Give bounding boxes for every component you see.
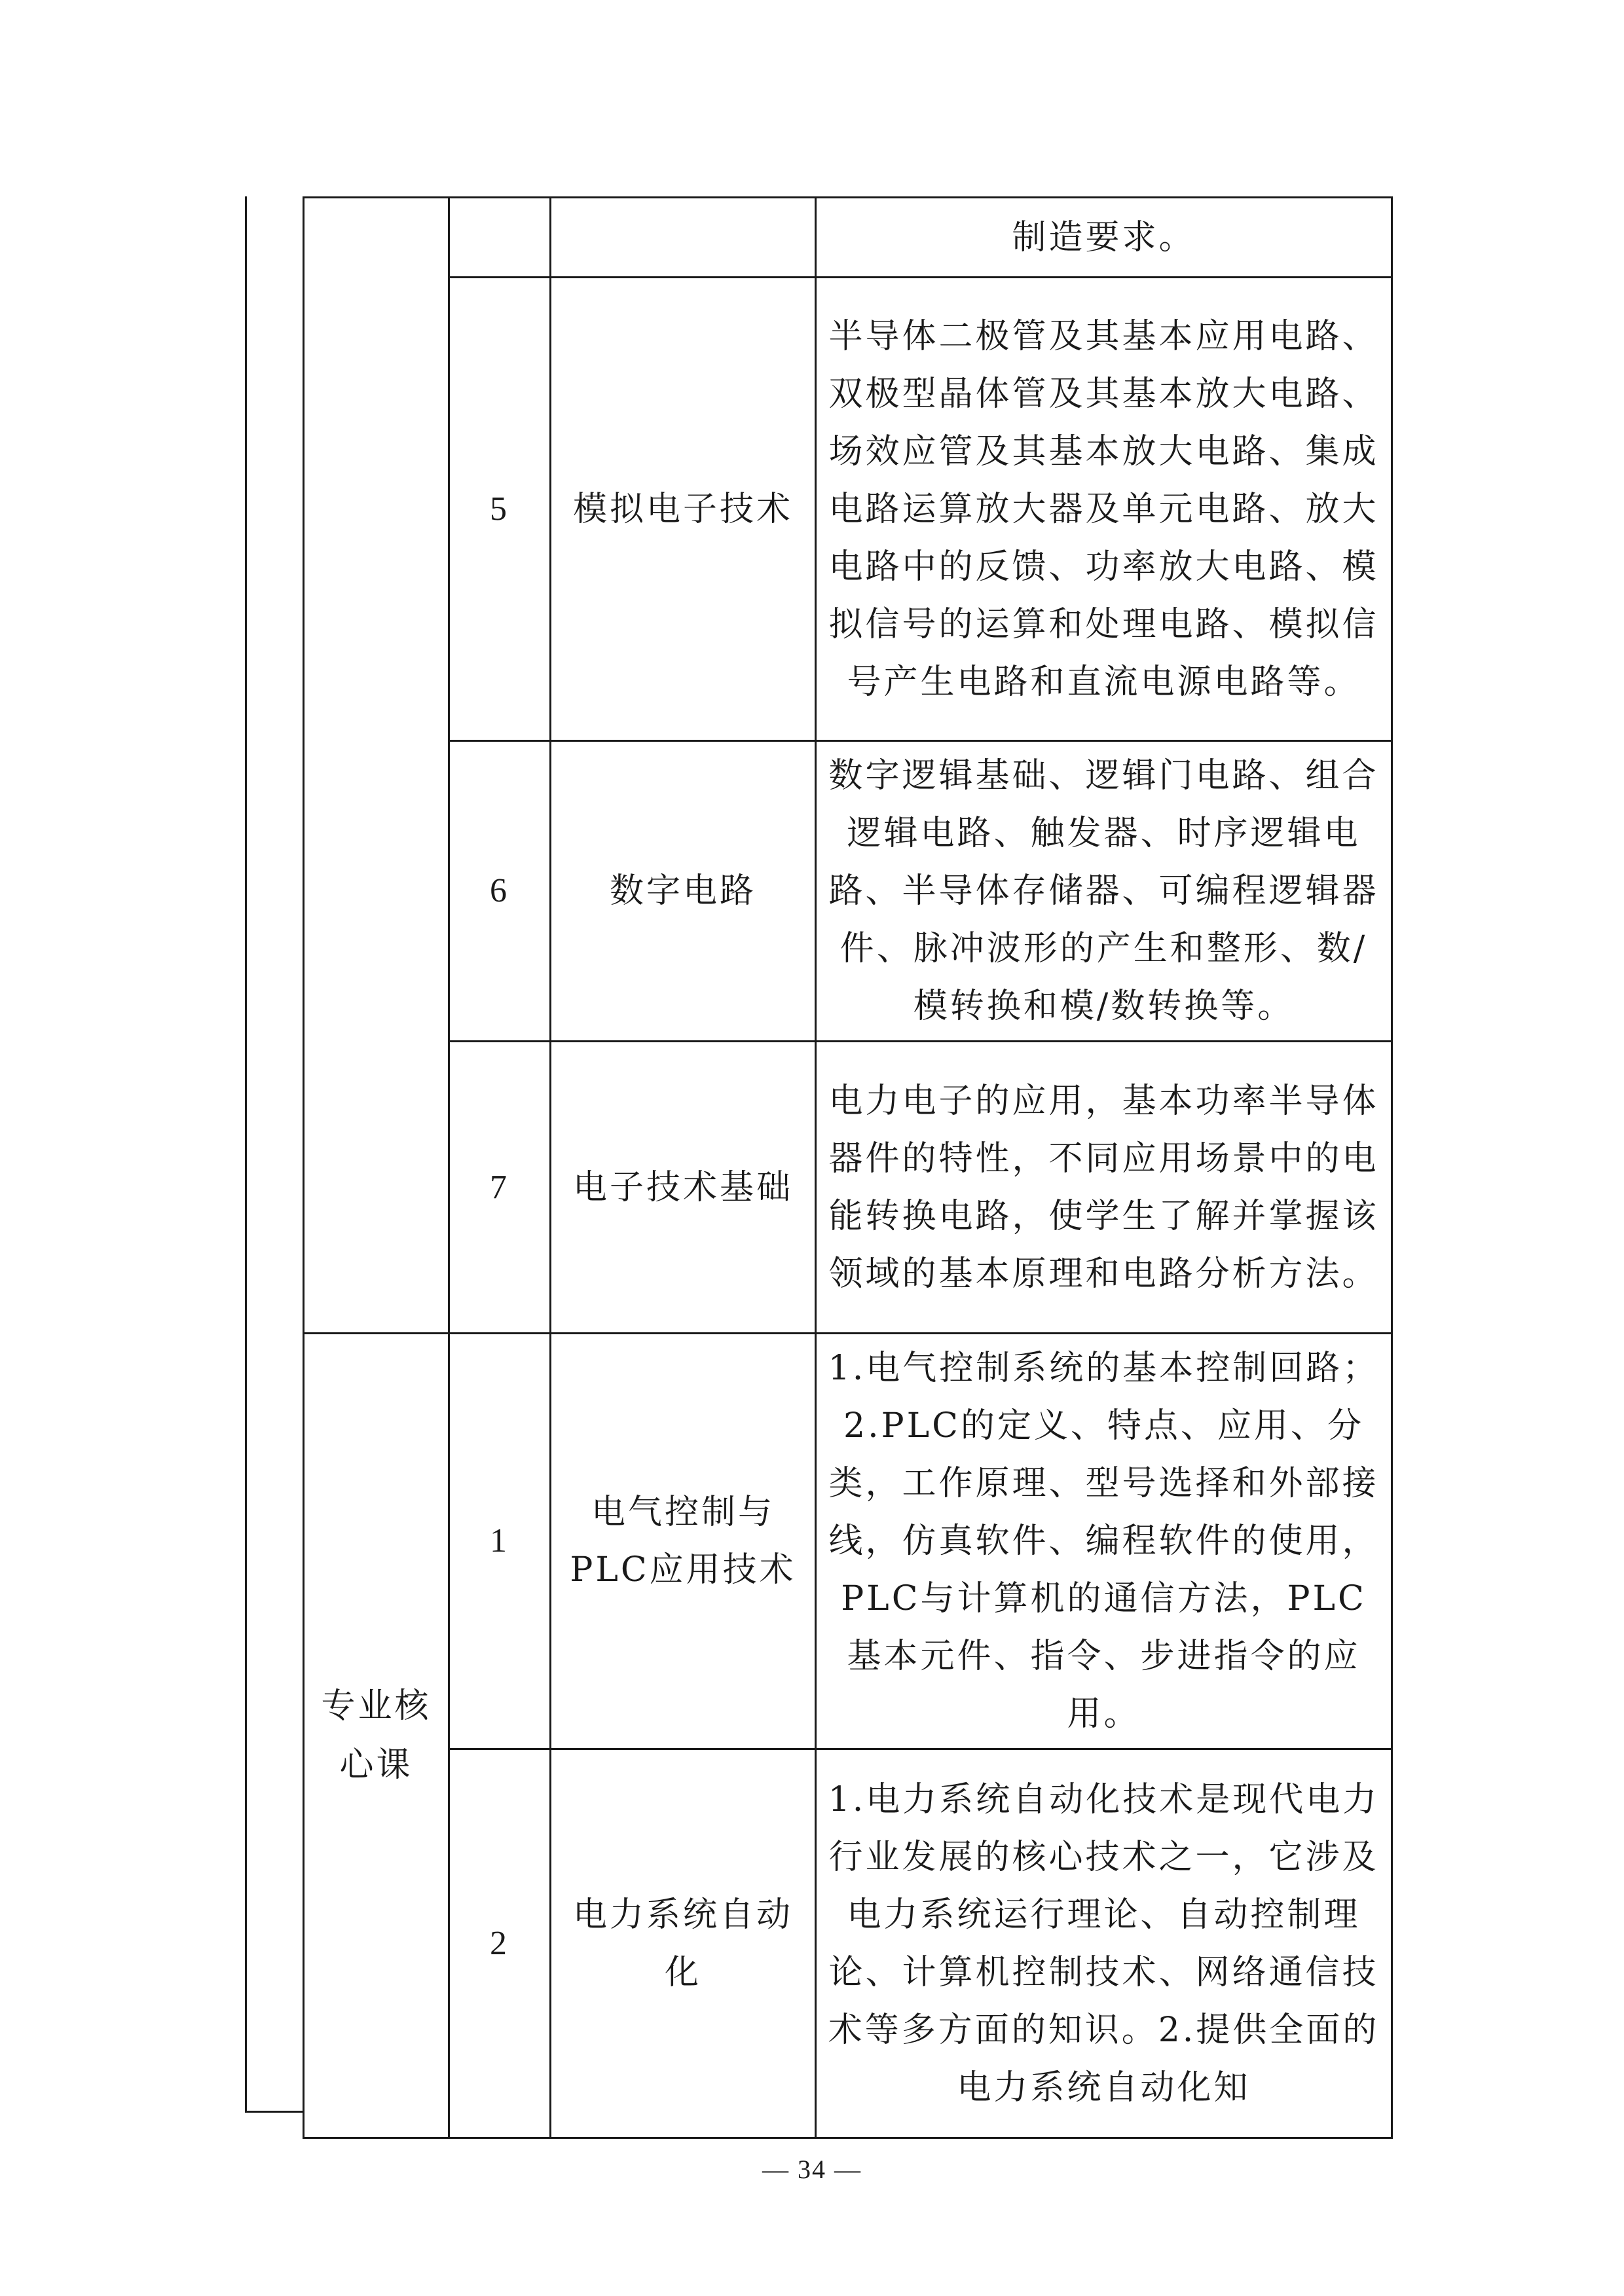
category-cell-core [304,1334,449,2138]
course-number [449,198,551,278]
table-row [304,1334,1392,1749]
table-row [304,741,1392,1042]
course-name [551,198,816,278]
outer-frame-bottom [245,2111,304,2113]
course-name: 电气控制与PLC应用技术 [551,1334,816,1749]
course-name: 模拟电子技术 [551,278,816,741]
category-cell-previous [304,198,449,1334]
course-number: 7 [449,1042,551,1334]
course-content: 1.电气控制系统的基本控制回路；2.PLC的定义、特点、应用、分类，工作原理、型号选择和外部接线，仿真软件、编程软件的使用，PLC与计算机的通信方法，PLC基本元件、指令、步进指令的应用。 [816,1334,1392,1749]
table-row [304,198,1392,278]
course-number: 6 [449,741,551,1042]
curriculum-table [303,196,1393,2139]
course-number: 1 [449,1334,551,1749]
course-content: 数字逻辑基础、逻辑门电路、组合逻辑电路、触发器、时序逻辑电路、半导体存储器、可编程逻辑器件、脉冲波形的产生和整形、数/模转换和模/数转换等。 [816,741,1392,1042]
course-number: 2 [449,1749,551,2138]
outer-frame-line [245,196,247,2112]
table-row [304,278,1392,741]
course-name: 数字电路 [551,741,816,1042]
course-number: 5 [449,278,551,741]
course-content: 制造要求。 [816,198,1392,278]
course-content: 1.电力系统自动化技术是现代电力行业发展的核心技术之一，它涉及电力系统运行理论、自动控制理论、计算机控制技术、网络通信技术等多方面的知识。2.提供全面的电力系统自动化知 [816,1749,1392,2138]
category-label: 专业核心课 [321,1686,432,1785]
course-content: 半导体二极管及其基本应用电路、双极型晶体管及其基本放大电路、场效应管及其基本放大电路、集成电路运算放大器及单元电路、放大电路中的反馈、功率放大电路、模拟信号的运算和处理电路、模拟信号产生电路和直流电源电路等。 [816,278,1392,741]
table-row [304,1749,1392,2138]
course-name: 电力系统自动化 [551,1749,816,2138]
table-row [304,1042,1392,1334]
course-name: 电子技术基础 [551,1042,816,1334]
page-number: — 34 — [762,2155,862,2184]
course-content: 电力电子的应用，基本功率半导体器件的特性，不同应用场景中的电能转换电路，使学生了解并掌握该领域的基本原理和电路分析方法。 [816,1042,1392,1334]
